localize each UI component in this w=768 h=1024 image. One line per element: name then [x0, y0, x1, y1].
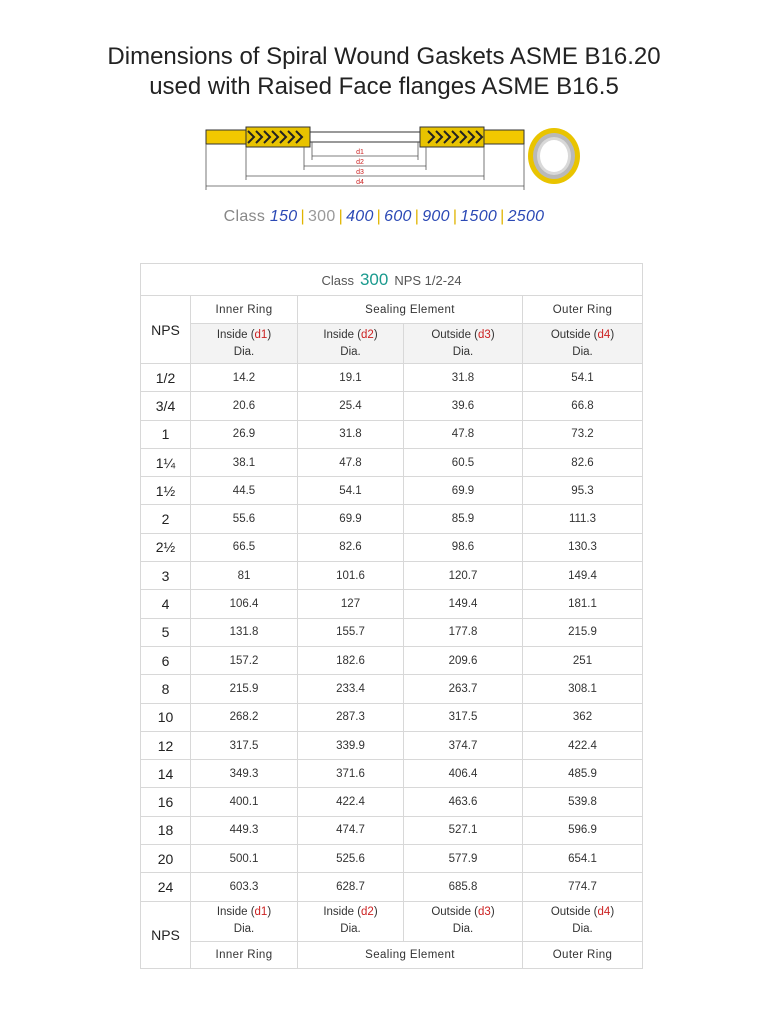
nps-header: NPS: [141, 296, 191, 364]
nps-cell: 16: [141, 788, 191, 816]
dimension-cell: 317.5: [404, 703, 523, 731]
dimension-cell: 596.9: [523, 816, 643, 844]
dimension-cell: 362: [523, 703, 643, 731]
dimension-cell: 181.1: [523, 590, 643, 618]
class-link-600[interactable]: 600: [384, 208, 412, 225]
table-row: [141, 364, 643, 392]
dimension-cell: 268.2: [191, 703, 298, 731]
class-link-150[interactable]: 150: [269, 208, 298, 225]
nps-cell: 6: [141, 646, 191, 674]
dimension-cell: 215.9: [523, 618, 643, 646]
dimension-cell: 106.4: [191, 590, 298, 618]
dimension-cell: 577.9: [404, 845, 523, 873]
dimension-cell: 474.7: [298, 816, 404, 844]
dimension-cell: 774.7: [523, 873, 643, 901]
table-row: [141, 448, 643, 476]
subheader-d1: Inside (d1) Dia.: [191, 324, 298, 364]
table-row: [141, 505, 643, 533]
dimension-cell: 130.3: [523, 533, 643, 561]
nps-cell: 12: [141, 731, 191, 759]
footer-d2: Inside (d2) Dia.: [298, 901, 404, 941]
dimension-cell: 149.4: [404, 590, 523, 618]
dimension-cell: 66.8: [523, 392, 643, 420]
subheader-d3: Outside (d3) Dia.: [404, 324, 523, 364]
nps-cell: 1/2: [141, 364, 191, 392]
caption-class: 300: [359, 269, 389, 289]
nps-footer: NPS: [141, 901, 191, 968]
outer-ring-header: Outer Ring: [523, 296, 643, 324]
dimension-cell: 73.2: [523, 420, 643, 448]
dimension-cell: 400.1: [191, 788, 298, 816]
table-row: [141, 845, 643, 873]
dimension-cell: 339.9: [298, 731, 404, 759]
nps-cell: 3: [141, 562, 191, 590]
table-row: [141, 703, 643, 731]
dimension-cell: 66.5: [191, 533, 298, 561]
dimension-cell: 539.8: [523, 788, 643, 816]
dimension-cell: 19.1: [298, 364, 404, 392]
dimension-cell: 69.9: [404, 477, 523, 505]
dimension-cell: 308.1: [523, 675, 643, 703]
dimension-cell: 25.4: [298, 392, 404, 420]
dimension-cell: 31.8: [404, 364, 523, 392]
dimension-cell: 422.4: [523, 731, 643, 759]
dimension-cell: 101.6: [298, 562, 404, 590]
table-row: [141, 760, 643, 788]
title-line-1: Dimensions of Spiral Wound Gaskets ASME B16.20: [107, 43, 661, 70]
dimension-cell: 500.1: [191, 845, 298, 873]
class-link-300: 300: [307, 208, 336, 225]
dimension-cell: 654.1: [523, 845, 643, 873]
dimension-cell: 95.3: [523, 477, 643, 505]
dimension-cell: 317.5: [191, 731, 298, 759]
table-row: [141, 788, 643, 816]
dimension-cell: 233.4: [298, 675, 404, 703]
dimension-cell: 149.4: [523, 562, 643, 590]
dimension-cell: 26.9: [191, 420, 298, 448]
footer-d3: Outside (d3) Dia.: [404, 901, 523, 941]
dimension-cell: 263.7: [404, 675, 523, 703]
gasket-cross-section-diagram: [200, 122, 530, 194]
nps-cell: 3/4: [141, 392, 191, 420]
dimension-cell: 374.7: [404, 731, 523, 759]
dimension-cell: 287.3: [298, 703, 404, 731]
table-row: [141, 590, 643, 618]
table-row: [141, 675, 643, 703]
footer-d1: Inside (d1) Dia.: [191, 901, 298, 941]
class-link-2500[interactable]: 2500: [507, 208, 545, 225]
dimension-cell: 20.6: [191, 392, 298, 420]
table-row: [141, 618, 643, 646]
dimension-cell: 31.8: [298, 420, 404, 448]
diagram-label-d3: d3: [356, 169, 364, 176]
table-row: [141, 816, 643, 844]
table-row: [141, 533, 643, 561]
table-row: [141, 646, 643, 674]
nps-cell: 1¼: [141, 448, 191, 476]
nps-cell: 1½: [141, 477, 191, 505]
table-row: [141, 731, 643, 759]
dimension-cell: 85.9: [404, 505, 523, 533]
dimension-cell: 127: [298, 590, 404, 618]
dimension-cell: 47.8: [298, 448, 404, 476]
footer-inner-ring: Inner Ring: [191, 941, 298, 968]
table-row: [141, 392, 643, 420]
dimension-cell: 177.8: [404, 618, 523, 646]
dimension-cell: 349.3: [191, 760, 298, 788]
dimension-cell: 38.1: [191, 448, 298, 476]
dimension-cell: 54.1: [523, 364, 643, 392]
page-title: [0, 42, 768, 102]
dimension-cell: 527.1: [404, 816, 523, 844]
class-navigation: Class 150 | 300 | 400 | 600 | 900 | 1500 | 2500: [223, 208, 545, 225]
dimension-cell: 157.2: [191, 646, 298, 674]
dimension-cell: 182.6: [298, 646, 404, 674]
nps-cell: 10: [141, 703, 191, 731]
gasket-photo: [526, 126, 582, 186]
class-link-1500[interactable]: 1500: [460, 208, 498, 225]
dimension-cell: 69.9: [298, 505, 404, 533]
class-link-900[interactable]: 900: [422, 208, 450, 225]
subheader-d4: Outside (d4) Dia.: [523, 324, 643, 364]
dimension-cell: 131.8: [191, 618, 298, 646]
dimension-cell: 422.4: [298, 788, 404, 816]
diagram-label-d2: d2: [356, 159, 364, 166]
dimension-cell: 628.7: [298, 873, 404, 901]
nps-cell: 2½: [141, 533, 191, 561]
sealing-element-header: Sealing Element: [298, 296, 523, 324]
dimension-cell: 251: [523, 646, 643, 674]
dimension-cell: 82.6: [298, 533, 404, 561]
title-line-2: used with Raised Face flanges ASME B16.5: [149, 73, 619, 100]
dimension-cell: 54.1: [298, 477, 404, 505]
footer-d4: Outside (d4) Dia.: [523, 901, 643, 941]
dimension-cell: 449.3: [191, 816, 298, 844]
dimension-cell: 485.9: [523, 760, 643, 788]
table-caption: Class 300 NPS 1/2-24: [141, 264, 643, 296]
dimension-cell: 120.7: [404, 562, 523, 590]
nps-cell: 20: [141, 845, 191, 873]
dimension-cell: 155.7: [298, 618, 404, 646]
class-nav-label: Class: [223, 208, 266, 225]
nps-cell: 18: [141, 816, 191, 844]
dimension-cell: 44.5: [191, 477, 298, 505]
dimension-cell: 81: [191, 562, 298, 590]
table-row: [141, 477, 643, 505]
diagram-label-d4: d4: [356, 179, 364, 186]
dimensions-table: [140, 263, 643, 969]
dimension-cell: 215.9: [191, 675, 298, 703]
diagram-label-d1: d1: [356, 149, 364, 156]
table-row: [141, 420, 643, 448]
table-row: [141, 562, 643, 590]
nps-cell: 8: [141, 675, 191, 703]
dimension-cell: 525.6: [298, 845, 404, 873]
nps-cell: 24: [141, 873, 191, 901]
nps-cell: 2: [141, 505, 191, 533]
dimension-cell: 14.2: [191, 364, 298, 392]
dimension-cell: 685.8: [404, 873, 523, 901]
table-row: [141, 873, 643, 901]
dimension-cell: 39.6: [404, 392, 523, 420]
dimension-cell: 60.5: [404, 448, 523, 476]
subheader-d2: Inside (d2) Dia.: [298, 324, 404, 364]
nps-cell: 5: [141, 618, 191, 646]
footer-sealing-element: Sealing Element: [298, 941, 523, 968]
dimension-cell: 371.6: [298, 760, 404, 788]
class-link-400[interactable]: 400: [346, 208, 374, 225]
footer-outer-ring: Outer Ring: [523, 941, 643, 968]
dimension-cell: 111.3: [523, 505, 643, 533]
nps-cell: 4: [141, 590, 191, 618]
dimension-cell: 603.3: [191, 873, 298, 901]
dimension-cell: 98.6: [404, 533, 523, 561]
dimension-cell: 209.6: [404, 646, 523, 674]
dimension-cell: 47.8: [404, 420, 523, 448]
dimension-cell: 55.6: [191, 505, 298, 533]
nps-cell: 1: [141, 420, 191, 448]
dimension-cell: 82.6: [523, 448, 643, 476]
dimension-cell: 463.6: [404, 788, 523, 816]
dimension-cell: 406.4: [404, 760, 523, 788]
nps-cell: 14: [141, 760, 191, 788]
inner-ring-header: Inner Ring: [191, 296, 298, 324]
